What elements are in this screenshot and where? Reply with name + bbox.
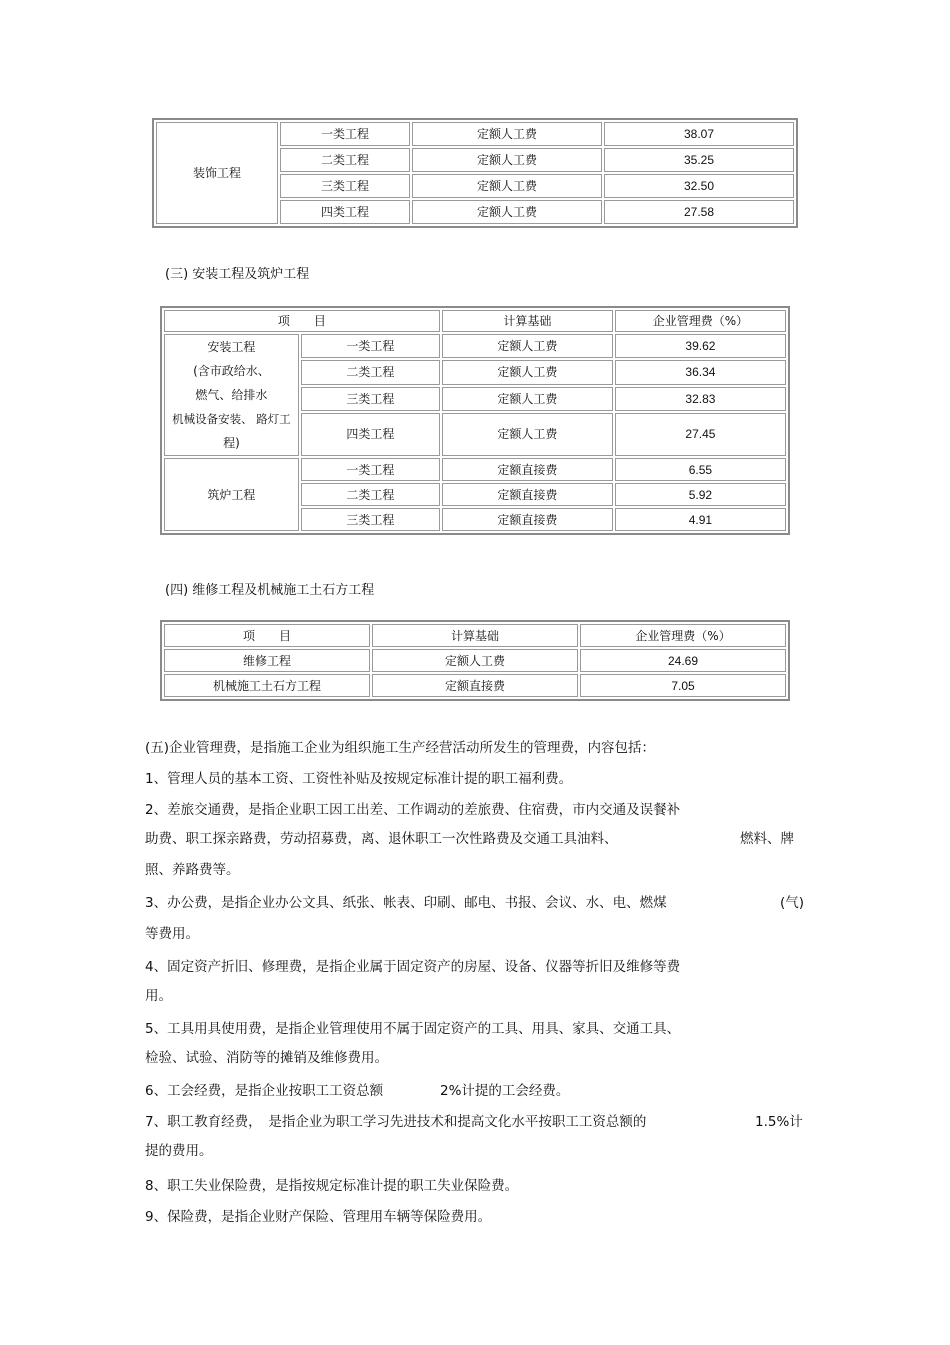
paragraph-7-line2: 提的费用。 — [145, 1143, 213, 1159]
header-item: 项 目 — [164, 624, 370, 647]
group-line: 程) — [223, 436, 240, 450]
header-item: 项 目 — [164, 310, 440, 332]
header-base: 计算基础 — [442, 310, 613, 332]
header-rate: 企业管理费（%） — [615, 310, 786, 332]
item-cell: 机械施工土石方工程 — [164, 674, 370, 697]
group-decoration: 装饰工程 — [156, 122, 278, 224]
paragraph-3-line1: 3、办公费，是指企业办公文具、纸张、帐表、印刷、邮电、书报、会议、水、电、燃煤 — [145, 895, 667, 911]
group-line: 安装工程 — [207, 340, 256, 354]
paragraph-4-line2: 用。 — [145, 988, 172, 1004]
paragraph-7-line1: 7、职工教育经费， 是指企业为职工学习先进技术和提高文化水平按职工工资总额的 — [145, 1114, 647, 1130]
base-cell: 定额直接费 — [372, 674, 578, 697]
rate-cell: 39.62 — [615, 334, 786, 358]
rate-cell: 32.50 — [604, 174, 794, 198]
rate-cell: 4.91 — [615, 508, 786, 531]
base-cell: 定额人工费 — [412, 122, 602, 146]
base-cell: 定额人工费 — [412, 174, 602, 198]
paragraph-6: 6、工会经费，是指企业按职工工资总额 — [145, 1083, 384, 1099]
class-cell: 二类工程 — [280, 148, 410, 172]
group-line: (含市政给水、 — [193, 364, 270, 378]
rate-cell: 38.07 — [604, 122, 794, 146]
paragraph-4-line1: 4、固定资产折旧、修理费，是指企业属于固定资产的房屋、设备、仪器等折旧及维修等费 — [145, 959, 681, 975]
paragraph-2-line1: 2、差旅交通费，是指企业职工因工出差、工作调动的差旅费、住宿费，市内交通及误餐补 — [145, 802, 681, 818]
group-line: 燃气、给排水 — [195, 388, 268, 402]
section3-heading: (三) 安装工程及筑炉工程 — [165, 267, 310, 282]
class-cell: 四类工程 — [280, 200, 410, 224]
rate-cell: 36.34 — [615, 360, 786, 384]
rate-cell: 35.25 — [604, 148, 794, 172]
paragraph-9: 9、保险费，是指企业财产保险、管理用车辆等保险费用。 — [145, 1209, 492, 1225]
maintenance-table — [160, 620, 790, 701]
base-cell: 定额直接费 — [442, 508, 613, 531]
base-cell: 定额直接费 — [442, 483, 613, 506]
base-cell: 定额人工费 — [412, 200, 602, 224]
group-furnace: 筑炉工程 — [164, 458, 299, 531]
base-cell: 定额人工费 — [442, 387, 613, 411]
group-line: 机械设备安装、 路灯工 — [172, 412, 291, 426]
section4-heading: (四) 维修工程及机械施工土石方工程 — [165, 583, 375, 598]
rate-cell: 5.92 — [615, 483, 786, 506]
paragraph-2-line2: 助费、职工探亲路费，劳动招募费，离、退休职工一次性路费及交通工具油料、 — [145, 831, 618, 847]
paragraph-2-line3: 照、养路费等。 — [145, 862, 240, 878]
paragraph-2-line2-tail: 燃料、牌 — [740, 831, 794, 847]
base-cell: 定额直接费 — [442, 458, 613, 481]
section5-intro: (五)企业管理费，是指施工企业为组织施工生产经营活动所发生的管理费，内容包括： — [145, 740, 656, 756]
rate-cell: 7.05 — [580, 674, 786, 697]
class-cell: 二类工程 — [301, 360, 440, 384]
decoration-table — [152, 118, 798, 228]
class-cell: 二类工程 — [301, 483, 440, 506]
class-cell: 一类工程 — [280, 122, 410, 146]
base-cell: 定额人工费 — [372, 649, 578, 672]
class-cell: 三类工程 — [301, 387, 440, 411]
base-cell: 定额人工费 — [442, 334, 613, 358]
class-cell: 一类工程 — [301, 334, 440, 358]
paragraph-3-line2: 等费用。 — [145, 926, 199, 942]
rate-cell: 24.69 — [580, 649, 786, 672]
class-cell: 一类工程 — [301, 458, 440, 481]
paragraph-7-line1-tail: 1.5%计 — [755, 1114, 803, 1130]
paragraph-5-line2: 检验、试验、消防等的摊销及维修费用。 — [145, 1050, 388, 1066]
rate-cell: 32.83 — [615, 387, 786, 411]
rate-cell: 27.45 — [615, 413, 786, 456]
base-cell: 定额人工费 — [412, 148, 602, 172]
class-cell: 三类工程 — [301, 508, 440, 531]
base-cell: 定额人工费 — [442, 413, 613, 456]
class-cell: 四类工程 — [301, 413, 440, 456]
paragraph-8: 8、职工失业保险费，是指按规定标准计提的职工失业保险费。 — [145, 1178, 519, 1194]
base-cell: 定额人工费 — [442, 360, 613, 384]
paragraph-3-line1-tail: (气) — [780, 895, 805, 911]
installation-table — [160, 306, 790, 535]
rate-cell: 27.58 — [604, 200, 794, 224]
header-rate: 企业管理费（%） — [580, 624, 786, 647]
group-installation — [164, 334, 299, 456]
rate-cell: 6.55 — [615, 458, 786, 481]
class-cell: 三类工程 — [280, 174, 410, 198]
paragraph-6-tail: 2%计提的工会经费。 — [440, 1083, 570, 1099]
header-base: 计算基础 — [372, 624, 578, 647]
item-cell: 维修工程 — [164, 649, 370, 672]
paragraph-5-line1: 5、工具用具使用费，是指企业管理使用不属于固定资产的工具、用具、家具、交通工具、 — [145, 1021, 681, 1037]
paragraph-1: 1、管理人员的基本工资、工资性补贴及按规定标准计提的职工福利费。 — [145, 771, 573, 787]
